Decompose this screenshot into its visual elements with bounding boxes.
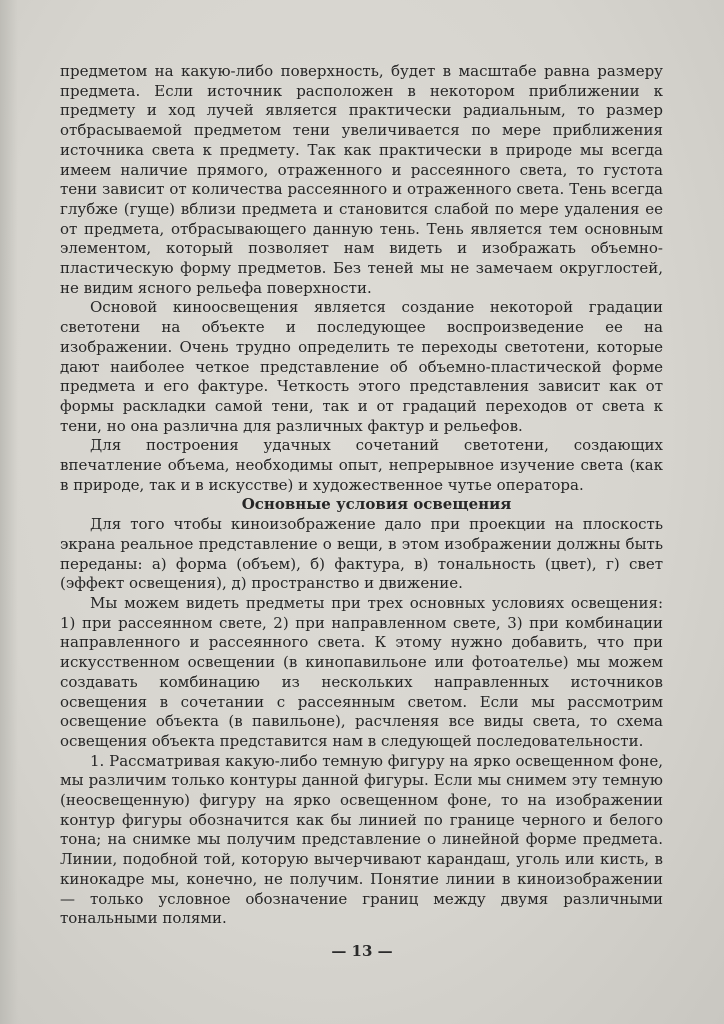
page-number: — 13 — bbox=[331, 942, 393, 960]
section-heading: Основные условия освещения bbox=[241, 495, 512, 514]
paragraph: Для построения удачных сочетаний светотени, создающих впечатление объема, необходимы опыт, непрерывное изучение света (как в природе, так и в искусстве) и художественное чутье оператора. bbox=[60, 436, 663, 494]
page-gutter-shadow bbox=[0, 0, 18, 1024]
body-text bbox=[60, 62, 663, 929]
paragraph: Мы можем видеть предметы при трех основных условиях освещения: 1) при рассеянном свете, 2) при направленном свете, 3) при комбинации направленного и рассеянного света. К этому нужно добавить, что при искусственном освещении (в кинопавильоне или фотоателье) мы можем создавать комбинацию из нескольких направленных источников освещения в сочетании с рассеянным светом. Если мы рассмотрим освещение объекта (в павильоне), расчленяя все виды света, то схема освещения объекта представится нам в следующей последовательности. bbox=[60, 593, 663, 750]
paragraph: Для того чтобы киноизображение дало при проекции на плоскость экрана реальное представление о вещи, в этом изображении должны быть переданы: а) форма (объем), б) фактура, в) тональность (цвет), г) свет (эффект освещения), д) пространство и движение. bbox=[60, 515, 663, 593]
paragraph: Основой киноосвещения является создание некоторой градации светотени на объекте и последующее воспроизведение ее на изображении. Очень трудно определить те переходы светотени, которые дают наиболее четкое представление об объемно-пластической форме предмета и его фактуре. Четкость этого представления зависит как от формы раскладки самой тени, так и от градаций переходов от света к тени, но она различна для различных фактур и рельефов. bbox=[60, 298, 663, 435]
paragraph: 1. Рассматривая какую-либо темную фигуру на ярко освещенном фоне, мы различим только контуры данной фигуры. Если мы снимем эту темную (неосвещенную) фигуру на ярко освещенном фоне, то на изображении контур фигуры обозначится как бы линией по границе черного и белого тона; на снимке мы получим представление о линейной форме предмета. Линии, подобной той, которую вычерчивают карандаш, уголь или кисть, в кинокадре мы, конечно, не получим. Понятие линии в киноизображении — только условное обозначение границ между двумя различными тональными полями. bbox=[60, 751, 663, 928]
paragraph-continued: предметом на какую-либо поверхность, будет в масштабе равна размеру предмета. Если источник расположен в некотором приближении к предмету и ход лучей является практически радиальным, то размер отбрасываемой предметом тени увеличивается по мере приближения источника света к предмету. Так как практически в природе мы всегда имеем наличие прямого, отраженного и рассеянного света, то густота тени зависит от количества рассеянного и отраженного света. Тень всегда глубже (гуще) вблизи предмета и становится слабой по мере удаления ее от предмета, отбрасывающего данную тень. Тень является тем основным элементом, который позволяет нам видеть и изображать объемно-пластическую форму предметов. Без теней мы не замечаем округлостей, не видим ясного рельефа поверхности. bbox=[60, 62, 663, 297]
